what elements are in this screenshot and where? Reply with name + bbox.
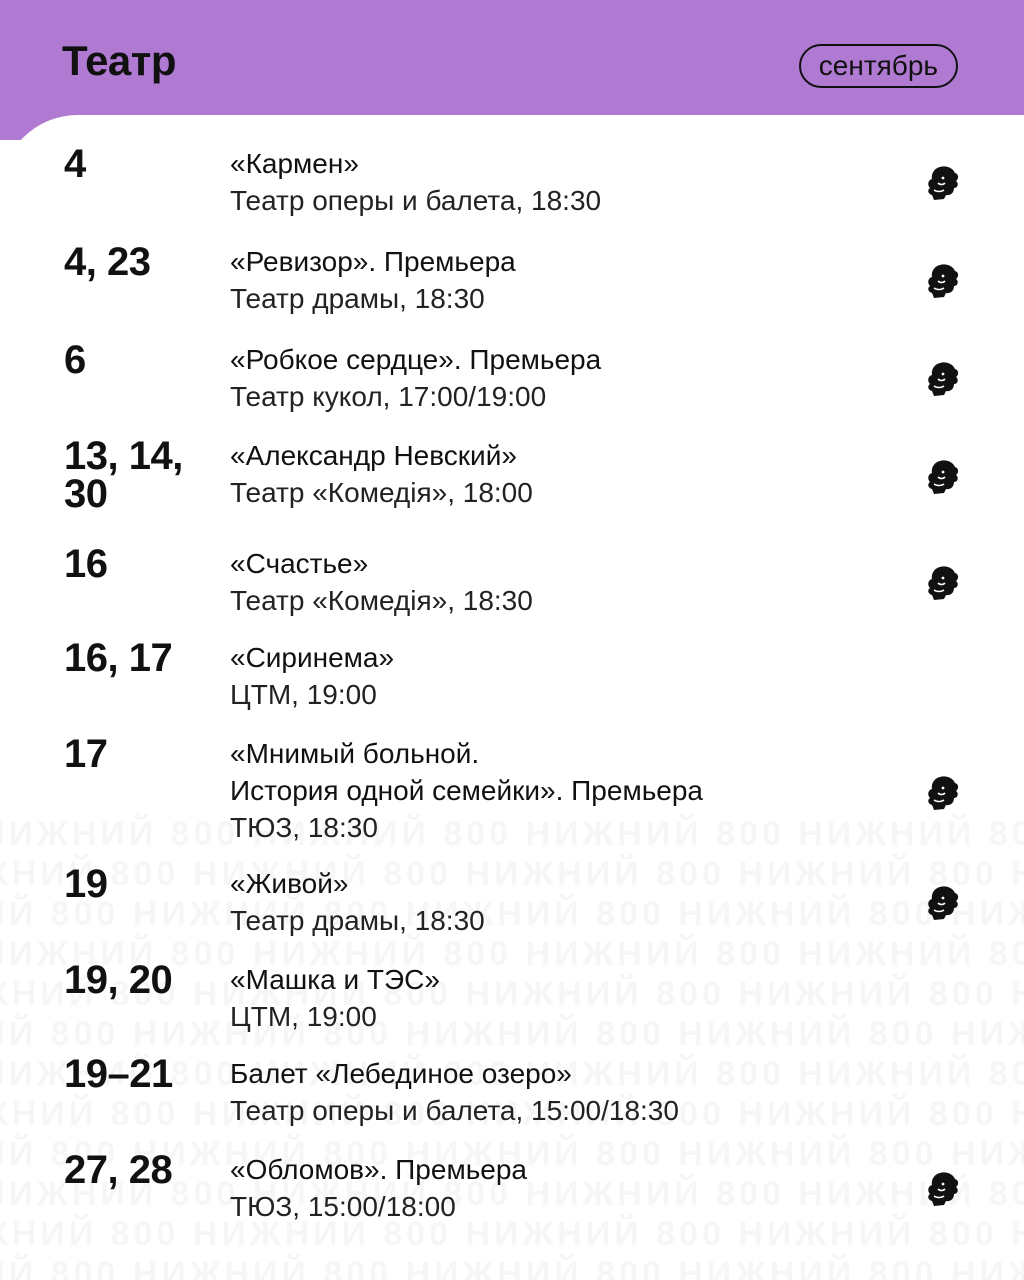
- event-title: «Счастье»: [230, 548, 369, 579]
- page-title: Театр: [62, 37, 177, 84]
- event-title: «Мнимый больной. История одной семейки». Премьера: [230, 738, 703, 806]
- event-info: [230, 865, 890, 939]
- event-title: «Сиринема»: [230, 642, 395, 673]
- pushkin-card-icon: [926, 361, 960, 397]
- event-info: [230, 961, 890, 1035]
- event-title: «Машка и ТЭС»: [230, 964, 440, 995]
- pushkin-card-icon: [926, 565, 960, 601]
- pushkin-card-icon: [926, 1171, 960, 1207]
- schedule-sheet: [0, 115, 1024, 1280]
- event-title: «Ревизор». Премьера: [230, 246, 516, 277]
- watermark-line: [0, 1255, 1024, 1280]
- event-date: 6: [64, 338, 86, 382]
- pushkin-card-icon: [926, 165, 960, 201]
- event-venue: Театр оперы и балета, 15:00/18:30: [230, 1095, 679, 1126]
- event-venue: Театр оперы и балета, 18:30: [230, 185, 602, 216]
- event-date: 16: [64, 542, 108, 586]
- event-title: «Александр Невский»: [230, 440, 517, 471]
- pushkin-card-icon: [926, 263, 960, 299]
- event-title: «Кармен»: [230, 148, 359, 179]
- event-venue: Театр драмы, 18:30: [230, 905, 485, 936]
- event-info: [230, 243, 890, 317]
- pushkin-card-icon: [926, 459, 960, 495]
- event-venue: Театр «Комедiя», 18:30: [230, 585, 533, 616]
- event-date: 4, 23: [64, 240, 151, 284]
- event-venue: Театр кукол, 17:00/19:00: [230, 381, 547, 412]
- event-info: [230, 145, 890, 219]
- event-date: 17: [64, 732, 108, 776]
- event-date: 4: [64, 142, 86, 186]
- event-venue: ЦТМ, 19:00: [230, 679, 377, 710]
- event-info: [230, 639, 890, 713]
- event-info: [230, 1055, 890, 1129]
- event-info: [230, 545, 890, 619]
- event-date: 19–21: [64, 1052, 173, 1096]
- event-info: [230, 1151, 890, 1225]
- month-label: сентябрь: [818, 50, 938, 81]
- month-badge[interactable]: [799, 44, 958, 88]
- event-date: 19, 20: [64, 958, 173, 1002]
- event-title: «Робкое сердце». Премьера: [230, 344, 602, 375]
- event-title: «Живой»: [230, 868, 349, 899]
- event-info: [230, 735, 890, 846]
- pushkin-card-icon: [926, 775, 960, 811]
- event-info: [230, 437, 890, 511]
- event-title: Балет «Лебединое озеро»: [230, 1058, 572, 1089]
- event-title: «Обломов». Премьера: [230, 1154, 528, 1185]
- event-venue: Театр «Комедiя», 18:00: [230, 477, 533, 508]
- event-date: 27, 28: [64, 1148, 173, 1192]
- event-venue: ЦТМ, 19:00: [230, 1001, 377, 1032]
- event-venue: ТЮЗ, 18:30: [230, 812, 378, 843]
- event-date: 19: [64, 862, 108, 906]
- event-venue: Театр драмы, 18:30: [230, 283, 485, 314]
- event-info: [230, 341, 890, 415]
- event-date: 13, 14, 30: [64, 434, 183, 516]
- event-venue: ТЮЗ, 15:00/18:00: [230, 1191, 456, 1222]
- pushkin-card-icon: [926, 885, 960, 921]
- event-date: 16, 17: [64, 636, 173, 680]
